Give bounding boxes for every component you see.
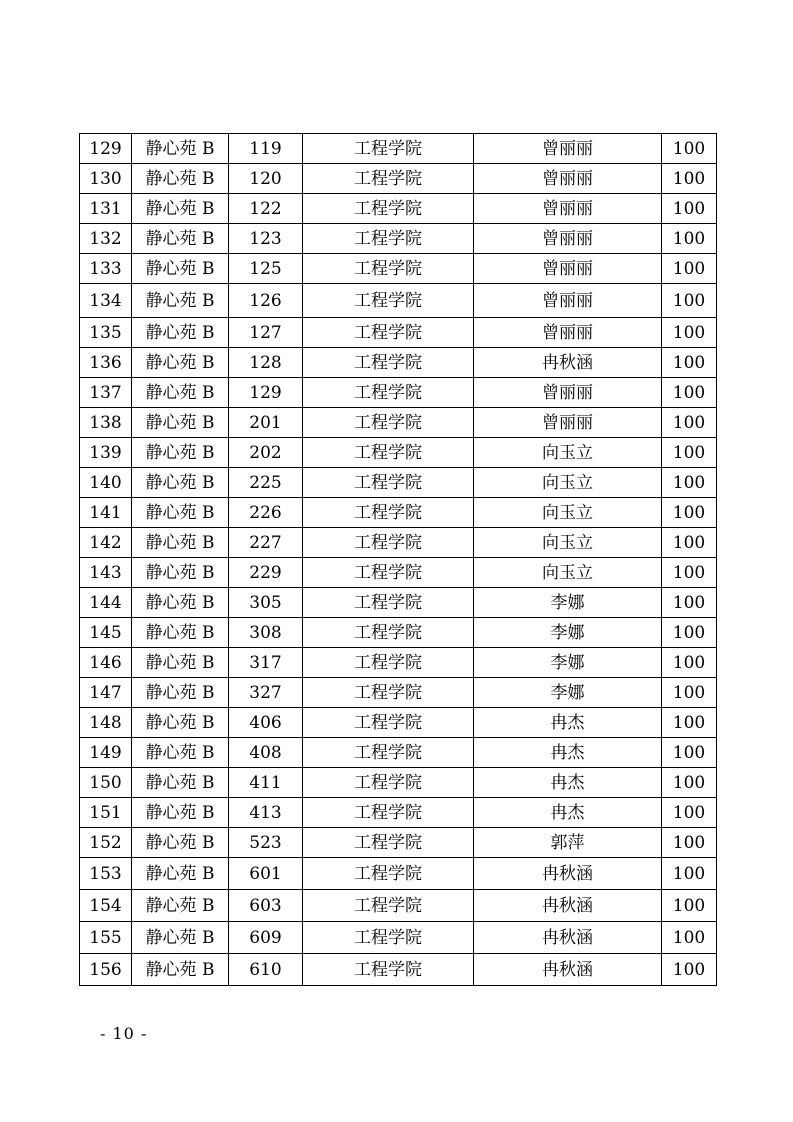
building-cell: 静心苑 B bbox=[132, 922, 229, 954]
counselor-cell: 曾丽丽 bbox=[474, 318, 662, 348]
score-cell: 100 bbox=[662, 708, 717, 738]
room-cell: 601 bbox=[229, 858, 303, 890]
building-cell: 静心苑 B bbox=[132, 348, 229, 378]
building-cell: 静心苑 B bbox=[132, 498, 229, 528]
table-row bbox=[80, 828, 717, 858]
score-cell: 100 bbox=[662, 498, 717, 528]
building-cell: 静心苑 B bbox=[132, 134, 229, 164]
score-cell: 100 bbox=[662, 408, 717, 438]
room-cell: 122 bbox=[229, 194, 303, 224]
table-row bbox=[80, 768, 717, 798]
table-row bbox=[80, 798, 717, 828]
building-cell: 静心苑 B bbox=[132, 738, 229, 768]
serial-cell: 139 bbox=[80, 438, 132, 468]
college-cell: 工程学院 bbox=[303, 798, 474, 828]
table-row bbox=[80, 558, 717, 588]
college-cell: 工程学院 bbox=[303, 194, 474, 224]
room-cell: 609 bbox=[229, 922, 303, 954]
serial-cell: 149 bbox=[80, 738, 132, 768]
table-row bbox=[80, 134, 717, 164]
room-cell: 201 bbox=[229, 408, 303, 438]
serial-cell: 135 bbox=[80, 318, 132, 348]
score-cell: 100 bbox=[662, 164, 717, 194]
room-cell: 202 bbox=[229, 438, 303, 468]
room-cell: 413 bbox=[229, 798, 303, 828]
score-cell: 100 bbox=[662, 438, 717, 468]
building-cell: 静心苑 B bbox=[132, 468, 229, 498]
counselor-cell: 曾丽丽 bbox=[474, 134, 662, 164]
building-cell: 静心苑 B bbox=[132, 254, 229, 284]
college-cell: 工程学院 bbox=[303, 738, 474, 768]
building-cell: 静心苑 B bbox=[132, 588, 229, 618]
college-cell: 工程学院 bbox=[303, 528, 474, 558]
college-cell: 工程学院 bbox=[303, 618, 474, 648]
serial-cell: 150 bbox=[80, 768, 132, 798]
score-cell: 100 bbox=[662, 378, 717, 408]
building-cell: 静心苑 B bbox=[132, 194, 229, 224]
score-cell: 100 bbox=[662, 648, 717, 678]
room-cell: 327 bbox=[229, 678, 303, 708]
score-cell: 100 bbox=[662, 922, 717, 954]
counselor-cell: 冉秋涵 bbox=[474, 858, 662, 890]
room-cell: 317 bbox=[229, 648, 303, 678]
serial-cell: 145 bbox=[80, 618, 132, 648]
serial-cell: 152 bbox=[80, 828, 132, 858]
building-cell: 静心苑 B bbox=[132, 408, 229, 438]
room-cell: 406 bbox=[229, 708, 303, 738]
serial-cell: 138 bbox=[80, 408, 132, 438]
serial-cell: 131 bbox=[80, 194, 132, 224]
serial-cell: 147 bbox=[80, 678, 132, 708]
score-cell: 100 bbox=[662, 318, 717, 348]
room-cell: 129 bbox=[229, 378, 303, 408]
building-cell: 静心苑 B bbox=[132, 648, 229, 678]
building-cell: 静心苑 B bbox=[132, 678, 229, 708]
serial-cell: 155 bbox=[80, 922, 132, 954]
college-cell: 工程学院 bbox=[303, 348, 474, 378]
score-cell: 100 bbox=[662, 858, 717, 890]
counselor-cell: 李娜 bbox=[474, 678, 662, 708]
score-cell: 100 bbox=[662, 528, 717, 558]
room-cell: 127 bbox=[229, 318, 303, 348]
college-cell: 工程学院 bbox=[303, 858, 474, 890]
college-cell: 工程学院 bbox=[303, 588, 474, 618]
score-cell: 100 bbox=[662, 738, 717, 768]
building-cell: 静心苑 B bbox=[132, 858, 229, 890]
score-cell: 100 bbox=[662, 618, 717, 648]
room-cell: 119 bbox=[229, 134, 303, 164]
building-cell: 静心苑 B bbox=[132, 378, 229, 408]
college-cell: 工程学院 bbox=[303, 922, 474, 954]
room-cell: 123 bbox=[229, 224, 303, 254]
college-cell: 工程学院 bbox=[303, 954, 474, 986]
serial-cell: 142 bbox=[80, 528, 132, 558]
table-row bbox=[80, 708, 717, 738]
counselor-cell: 曾丽丽 bbox=[474, 254, 662, 284]
counselor-cell: 李娜 bbox=[474, 588, 662, 618]
score-cell: 100 bbox=[662, 468, 717, 498]
room-cell: 225 bbox=[229, 468, 303, 498]
counselor-cell: 曾丽丽 bbox=[474, 378, 662, 408]
building-cell: 静心苑 B bbox=[132, 708, 229, 738]
score-cell: 100 bbox=[662, 954, 717, 986]
college-cell: 工程学院 bbox=[303, 164, 474, 194]
score-cell: 100 bbox=[662, 890, 717, 922]
college-cell: 工程学院 bbox=[303, 708, 474, 738]
score-cell: 100 bbox=[662, 798, 717, 828]
college-cell: 工程学院 bbox=[303, 768, 474, 798]
serial-cell: 153 bbox=[80, 858, 132, 890]
counselor-cell: 向玉立 bbox=[474, 468, 662, 498]
counselor-cell: 冉秋涵 bbox=[474, 922, 662, 954]
score-cell: 100 bbox=[662, 588, 717, 618]
room-cell: 227 bbox=[229, 528, 303, 558]
serial-cell: 151 bbox=[80, 798, 132, 828]
serial-cell: 137 bbox=[80, 378, 132, 408]
college-cell: 工程学院 bbox=[303, 284, 474, 318]
serial-cell: 156 bbox=[80, 954, 132, 986]
counselor-cell: 李娜 bbox=[474, 648, 662, 678]
table-body bbox=[80, 134, 717, 986]
table-row bbox=[80, 858, 717, 890]
table-row bbox=[80, 468, 717, 498]
building-cell: 静心苑 B bbox=[132, 558, 229, 588]
table-row bbox=[80, 348, 717, 378]
room-cell: 126 bbox=[229, 284, 303, 318]
serial-cell: 132 bbox=[80, 224, 132, 254]
serial-cell: 141 bbox=[80, 498, 132, 528]
table-row bbox=[80, 438, 717, 468]
room-cell: 128 bbox=[229, 348, 303, 378]
counselor-cell: 向玉立 bbox=[474, 498, 662, 528]
table-row bbox=[80, 954, 717, 986]
score-cell: 100 bbox=[662, 828, 717, 858]
counselor-cell: 曾丽丽 bbox=[474, 408, 662, 438]
college-cell: 工程学院 bbox=[303, 134, 474, 164]
college-cell: 工程学院 bbox=[303, 678, 474, 708]
building-cell: 静心苑 B bbox=[132, 164, 229, 194]
college-cell: 工程学院 bbox=[303, 378, 474, 408]
table-row bbox=[80, 678, 717, 708]
counselor-cell: 曾丽丽 bbox=[474, 284, 662, 318]
counselor-cell: 郭萍 bbox=[474, 828, 662, 858]
dormitory-score-table bbox=[79, 133, 717, 986]
building-cell: 静心苑 B bbox=[132, 768, 229, 798]
building-cell: 静心苑 B bbox=[132, 618, 229, 648]
college-cell: 工程学院 bbox=[303, 648, 474, 678]
counselor-cell: 李娜 bbox=[474, 618, 662, 648]
building-cell: 静心苑 B bbox=[132, 438, 229, 468]
room-cell: 226 bbox=[229, 498, 303, 528]
table-row bbox=[80, 318, 717, 348]
room-cell: 229 bbox=[229, 558, 303, 588]
table-row bbox=[80, 738, 717, 768]
counselor-cell: 曾丽丽 bbox=[474, 164, 662, 194]
counselor-cell: 冉秋涵 bbox=[474, 954, 662, 986]
counselor-cell: 曾丽丽 bbox=[474, 194, 662, 224]
room-cell: 408 bbox=[229, 738, 303, 768]
serial-cell: 140 bbox=[80, 468, 132, 498]
serial-cell: 148 bbox=[80, 708, 132, 738]
score-cell: 100 bbox=[662, 284, 717, 318]
score-cell: 100 bbox=[662, 768, 717, 798]
building-cell: 静心苑 B bbox=[132, 284, 229, 318]
score-cell: 100 bbox=[662, 558, 717, 588]
table-row bbox=[80, 588, 717, 618]
building-cell: 静心苑 B bbox=[132, 318, 229, 348]
table-row bbox=[80, 284, 717, 318]
counselor-cell: 冉杰 bbox=[474, 768, 662, 798]
college-cell: 工程学院 bbox=[303, 558, 474, 588]
college-cell: 工程学院 bbox=[303, 408, 474, 438]
counselor-cell: 冉杰 bbox=[474, 738, 662, 768]
room-cell: 523 bbox=[229, 828, 303, 858]
serial-cell: 143 bbox=[80, 558, 132, 588]
serial-cell: 136 bbox=[80, 348, 132, 378]
room-cell: 125 bbox=[229, 254, 303, 284]
serial-cell: 134 bbox=[80, 284, 132, 318]
counselor-cell: 曾丽丽 bbox=[474, 224, 662, 254]
score-cell: 100 bbox=[662, 194, 717, 224]
table-row bbox=[80, 194, 717, 224]
table-row bbox=[80, 378, 717, 408]
table-row bbox=[80, 890, 717, 922]
score-cell: 100 bbox=[662, 254, 717, 284]
table-row bbox=[80, 618, 717, 648]
college-cell: 工程学院 bbox=[303, 498, 474, 528]
table-row bbox=[80, 922, 717, 954]
table-row bbox=[80, 648, 717, 678]
score-cell: 100 bbox=[662, 224, 717, 254]
college-cell: 工程学院 bbox=[303, 890, 474, 922]
table-row bbox=[80, 498, 717, 528]
counselor-cell: 向玉立 bbox=[474, 438, 662, 468]
counselor-cell: 冉杰 bbox=[474, 798, 662, 828]
room-cell: 308 bbox=[229, 618, 303, 648]
counselor-cell: 冉秋涵 bbox=[474, 348, 662, 378]
table-row bbox=[80, 528, 717, 558]
building-cell: 静心苑 B bbox=[132, 798, 229, 828]
counselor-cell: 冉杰 bbox=[474, 708, 662, 738]
score-cell: 100 bbox=[662, 678, 717, 708]
serial-cell: 144 bbox=[80, 588, 132, 618]
counselor-cell: 冉秋涵 bbox=[474, 890, 662, 922]
counselor-cell: 向玉立 bbox=[474, 558, 662, 588]
college-cell: 工程学院 bbox=[303, 468, 474, 498]
college-cell: 工程学院 bbox=[303, 438, 474, 468]
serial-cell: 154 bbox=[80, 890, 132, 922]
serial-cell: 129 bbox=[80, 134, 132, 164]
table-row bbox=[80, 164, 717, 194]
building-cell: 静心苑 B bbox=[132, 828, 229, 858]
table-row bbox=[80, 254, 717, 284]
building-cell: 静心苑 B bbox=[132, 954, 229, 986]
college-cell: 工程学院 bbox=[303, 254, 474, 284]
table-row bbox=[80, 408, 717, 438]
college-cell: 工程学院 bbox=[303, 318, 474, 348]
room-cell: 305 bbox=[229, 588, 303, 618]
room-cell: 120 bbox=[229, 164, 303, 194]
page-number: - 10 - bbox=[100, 1024, 148, 1043]
room-cell: 603 bbox=[229, 890, 303, 922]
table-row bbox=[80, 224, 717, 254]
counselor-cell: 向玉立 bbox=[474, 528, 662, 558]
score-cell: 100 bbox=[662, 348, 717, 378]
serial-cell: 146 bbox=[80, 648, 132, 678]
score-cell: 100 bbox=[662, 134, 717, 164]
building-cell: 静心苑 B bbox=[132, 890, 229, 922]
building-cell: 静心苑 B bbox=[132, 224, 229, 254]
college-cell: 工程学院 bbox=[303, 224, 474, 254]
serial-cell: 133 bbox=[80, 254, 132, 284]
building-cell: 静心苑 B bbox=[132, 528, 229, 558]
room-cell: 610 bbox=[229, 954, 303, 986]
serial-cell: 130 bbox=[80, 164, 132, 194]
room-cell: 411 bbox=[229, 768, 303, 798]
college-cell: 工程学院 bbox=[303, 828, 474, 858]
